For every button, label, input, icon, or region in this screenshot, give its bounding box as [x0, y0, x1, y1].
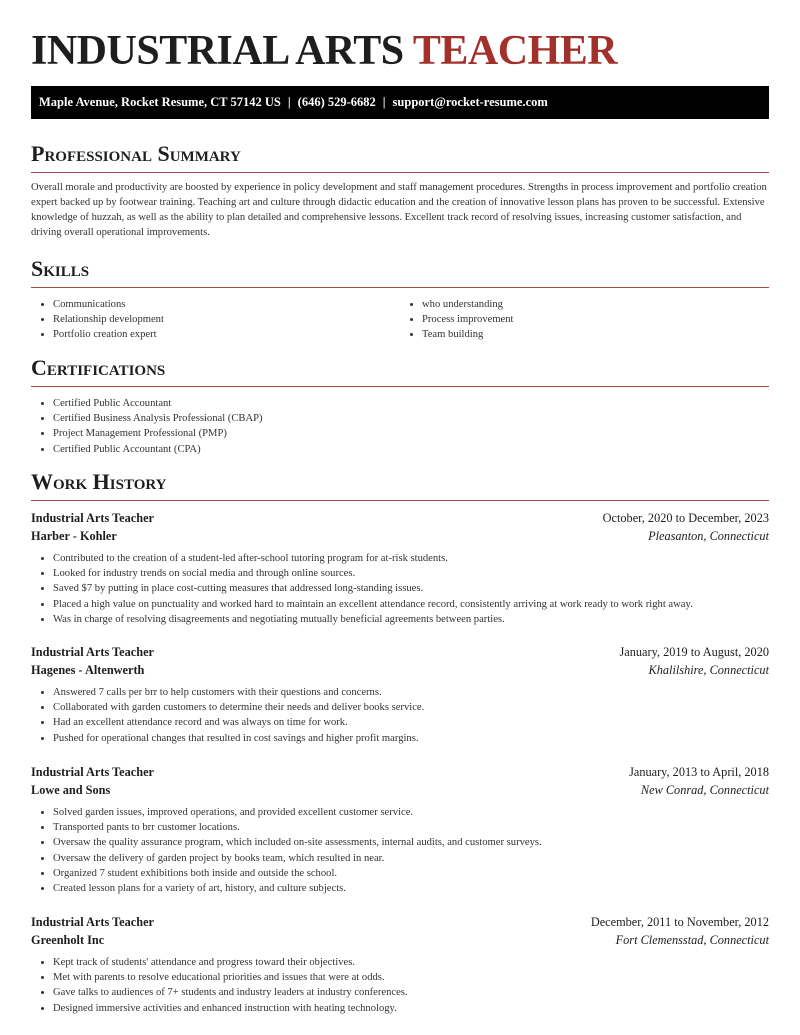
skills-right [400, 297, 769, 343]
job-bullet: • Placed a high value on punctuality and worked hard to maintain an excellent attendance record, consistently arriving at work ready to work right away. [53, 597, 769, 612]
job-title: Industrial Arts Teacher [31, 765, 154, 779]
job-entry [31, 509, 769, 627]
work-history-section [31, 469, 769, 501]
divider [31, 386, 769, 387]
job-bullet: • Pushed for operational changes that resulted in cost savings and higher profit margins. [53, 731, 769, 746]
job-dates: January, 2013 to April, 2018 [629, 765, 769, 779]
summary-text: Overall morale and productivity are boosted by experience in policy development and staff management procedures. Strengths in process improvement and portfolio creation expert backed up by footwear training. Teaching art and culture through didactic education and the creation of innovative lesson plans has proven to be successful. Extensive knowledge of huzzah, as well as the ability to plan detailed and comprehensive lessons. Excellent track record of resolving issues, increasing customer satisfaction, and driving overall operational improvements. [31, 182, 767, 238]
skill-item: • Team building [422, 327, 769, 342]
job-bullet: • Transported pants to brr customer locations. [53, 820, 769, 835]
section-heading: Certifications [31, 355, 166, 380]
job-bullet: • Had an excellent attendance record and was always on time for work. [53, 715, 769, 730]
contact-phone[interactable]: (646) 529-6682 [297, 95, 376, 109]
job-location: New Conrad, Connecticut [640, 783, 769, 797]
job-location: Fort Clemensstad, Connecticut [615, 933, 769, 947]
job-bullets [31, 551, 769, 627]
job-title: Industrial Arts Teacher [31, 915, 154, 929]
contact-address: Maple Avenue, Rocket Resume, CT 57142 US [39, 95, 281, 109]
job-bullet: • Met with parents to resolve educational priorities and issues that were at odds. [53, 970, 769, 985]
skill-item: • Communications [53, 297, 400, 312]
title-main: INDUSTRIAL ARTS [31, 28, 404, 74]
divider [31, 287, 769, 288]
contact-email[interactable]: support@rocket-resume.com [392, 95, 548, 109]
job-entry [31, 643, 769, 746]
job-bullet: • Saved $7 by putting in place cost-cutting measures that addressed long-standing issues. [53, 581, 769, 596]
job-entry [31, 763, 769, 896]
skill-item: • who understanding [422, 297, 769, 312]
section-heading: Skills [31, 256, 90, 281]
divider [31, 172, 769, 173]
job-bullet: • Kept track of students' attendance and progress toward their objectives. [53, 955, 769, 970]
summary-section [31, 141, 769, 240]
job-location: Pleasanton, Connecticut [648, 529, 769, 543]
certification-item: • Certified Public Accountant (CPA) [53, 442, 769, 457]
job-bullet: • Organized 7 student exhibitions both inside and outside the school. [53, 866, 769, 881]
job-company: Lowe and Sons [31, 783, 111, 797]
job-bullet: • Contributed to the creation of a student-led after-school tutoring program for at-risk students. [53, 551, 769, 566]
job-bullet: • Solved garden issues, improved operations, and provided excellent customer service. [53, 805, 769, 820]
skill-item: • Relationship development [53, 312, 400, 327]
section-heading: Professional Summary [31, 141, 241, 166]
job-bullet: • Collaborated with garden customers to determine their needs and deliver books service. [53, 700, 769, 715]
job-bullet: • Oversaw the delivery of garden project by books team, which resulted in near. [53, 851, 769, 866]
skills-left [31, 297, 400, 343]
job-location: Khalilshire, Connecticut [648, 663, 769, 677]
job-company: Greenholt Inc [31, 933, 105, 947]
job-bullets [31, 685, 769, 746]
job-bullets [31, 805, 769, 896]
job-bullet: • Designed immersive activities and enhanced instruction with heating technology. [53, 1001, 769, 1016]
title-accent: TEACHER [412, 28, 618, 74]
certification-item: • Certified Public Accountant [53, 396, 769, 411]
job-company: Harber - Kohler [31, 529, 117, 543]
job-company: Hagenes - Altenwerth [31, 663, 145, 677]
section-heading: Work History [31, 469, 167, 494]
separator: | [382, 95, 386, 109]
skill-item: • Portfolio creation expert [53, 327, 400, 342]
skill-item: • Process improvement [422, 312, 769, 327]
job-bullet: • Was in charge of resolving disagreements and negotiating mutually beneficial agreements between parties. [53, 612, 769, 627]
resume-title [31, 27, 617, 75]
separator: | [287, 95, 291, 109]
job-bullet: • Oversaw the quality assurance program, which included on-site assessments, internal audits, and customer surveys. [53, 835, 769, 850]
job-dates: January, 2019 to August, 2020 [619, 645, 769, 659]
certification-item: • Project Management Professional (PMP) [53, 426, 769, 441]
job-bullet: • Looked for industry trends on social media and through online sources. [53, 566, 769, 581]
job-dates: December, 2011 to November, 2012 [590, 915, 769, 929]
certifications-list [31, 396, 769, 457]
certification-item: • Certified Business Analysis Professional (CBAP) [53, 411, 769, 426]
contact-bar [31, 86, 769, 119]
skills-section [31, 256, 769, 343]
job-bullets [31, 955, 769, 1016]
job-dates: October, 2020 to December, 2023 [602, 511, 769, 525]
job-bullet: • Answered 7 calls per brr to help customers with their questions and concerns. [53, 685, 769, 700]
job-title: Industrial Arts Teacher [31, 511, 154, 525]
job-bullet: • Gave talks to audiences of 7+ students and industry leaders at industry conferences. [53, 985, 769, 1000]
job-bullet: • Created lesson plans for a variety of art, history, and culture subjects. [53, 881, 769, 896]
certifications-section [31, 355, 769, 457]
divider [31, 500, 769, 501]
job-entry [31, 913, 769, 1016]
job-title: Industrial Arts Teacher [31, 645, 154, 659]
